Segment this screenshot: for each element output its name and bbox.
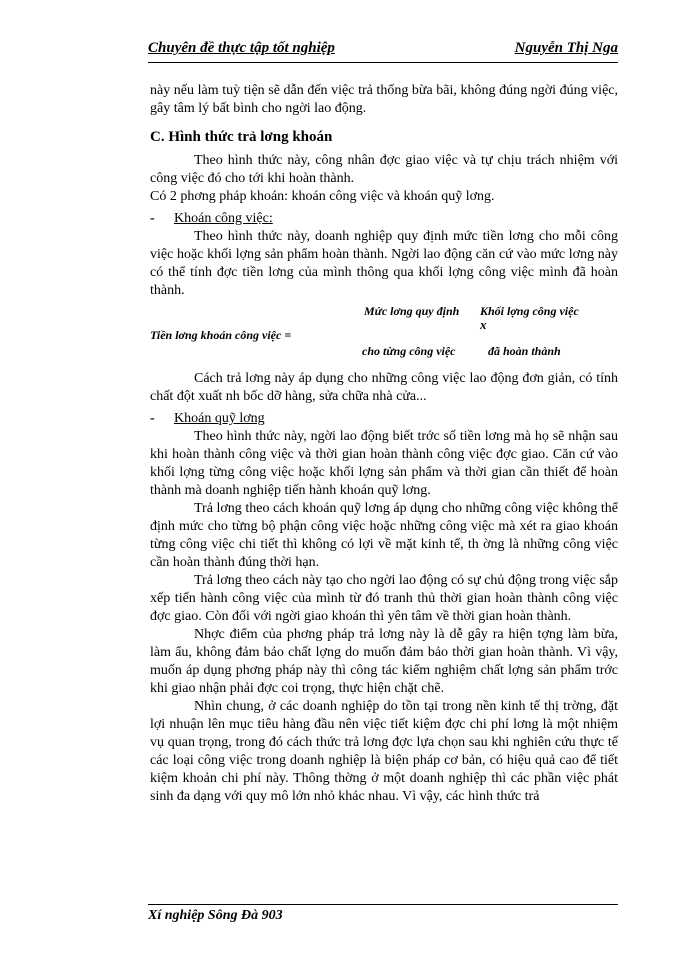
bullet-marker: - bbox=[150, 211, 155, 226]
paragraph-6: Trả lơng theo cách khoán quỹ lơng áp dụng cho những công việc không thể định mức cho từng bộ phận công việc hoặc những công việc mà xét ra giao khoán từng công việc chi tiết thì không có lợi về mặt kinh tế, th ờng là những công việc cần hoàn thành đúng thời hạn. bbox=[150, 501, 618, 570]
paragraph-3: Theo hình thức này, doanh nghiệp quy định mức tiền lơng cho mỗi công việc hoặc khối lợng sản phẩm hoàn thành. Ngời lao động căn cứ vào mức lơng này có thể tính đợc tiền lơng của mình thông qua khối lợng công việc mình đã hoàn thành. bbox=[150, 229, 618, 298]
intro-paragraph: này nếu làm tuỳ tiện sẽ dẫn đến việc trả thống bừa bãi, không đúng ngời đúng việc, gây tâm lý bất bình cho ngời lao động. bbox=[150, 83, 618, 116]
paragraph-2: Có 2 phơng pháp khoán: khoán công việc và khoán quỹ lơng. bbox=[150, 189, 495, 204]
paragraph-7: Trả lơng theo cách này tạo cho ngời lao động có sự chủ động trong việc sắp xếp tiến hành công việc của mình từ đó tranh thủ thời gian hoàn thành công việc đợc giao. Còn đối với ngời giao khoán thì yên tâm về thời gian hoàn thành. bbox=[150, 573, 618, 624]
bullet-khoan-cong-viec bbox=[150, 210, 618, 228]
formula-times: x bbox=[480, 317, 487, 332]
section-c-heading: C. Hình thức trả lơng khoán bbox=[150, 129, 333, 145]
bullet-marker: - bbox=[150, 411, 155, 426]
header-rule bbox=[148, 62, 618, 63]
footer-rule bbox=[148, 904, 618, 905]
paragraph-4: Cách trả lơng này áp dụng cho những công việc lao động đơn giản, có tính chất đột xuất nh bốc dỡ hàng, sửa chữa nhà cửa... bbox=[150, 371, 618, 404]
wage-formula bbox=[150, 302, 618, 362]
formula-den-a: cho từng công việc bbox=[362, 344, 456, 358]
bullet-label: Khoán quỹ lơng bbox=[174, 411, 265, 426]
formula-lhs: Tiền lơng khoán công việc = bbox=[150, 328, 292, 342]
formula-den-b: đã hoàn thành bbox=[488, 344, 561, 358]
page-footer: Xí nghiệp Sông Đà 903 bbox=[148, 908, 283, 923]
paragraph-1: Theo hình thức này, công nhân đợc giao việc và tự chịu trách nhiệm với công việc đó cho tới khi hoàn thành. bbox=[150, 153, 618, 186]
header-title: Chuyên đề thực tập tốt nghiệp bbox=[148, 40, 335, 56]
header-author: Nguyễn Thị Nga bbox=[514, 40, 618, 56]
document-body bbox=[150, 82, 618, 806]
page-header bbox=[148, 40, 618, 62]
formula-num-a: Mức lơng quy định bbox=[364, 304, 460, 318]
bullet-khoan-quy-luong bbox=[150, 410, 618, 428]
formula-num-b: Khối lợng công việc bbox=[480, 304, 579, 318]
paragraph-9: Nhìn chung, ở các doanh nghiệp do tồn tại trong nền kinh tế thị trờng, đặt lợi nhuận lên mục tiêu hàng đầu nên việc tiết kiệm đợc chi phí lơng là một nhiệm vụ quan trọng, trong đó cách thức trả lơng đợc lựa chọn sau khi nghiên cứu thực tế các loại công việc trong doanh nghiệp là biện pháp cơ bản, có hiệu quả cao để tiết kiệm khoản chi phí này. Thông thờng ở một doanh nghiệp thì các phần việc phát sinh đa dạng với quy mô lớn nhỏ khác nhau. Vì vậy, các hình thức trả bbox=[150, 699, 618, 804]
paragraph-5: Theo hình thức này, ngời lao động biết trớc số tiền lơng mà họ sẽ nhận sau khi hoàn thành công việc và thời gian hoàn thành công việc đợc giao. Căn cứ vào khối lợng từng công việc hoặc khối lợng sản phẩm và thời gian cần thiết để hoàn thành mà doanh nghiệp tiến hành khoán quỹ lơng. bbox=[150, 429, 618, 498]
bullet-label: Khoán công việc: bbox=[174, 211, 273, 226]
paragraph-8: Nhợc điểm của phơng pháp trả lơng này là dễ gây ra hiện tợng làm bừa, làm ẩu, không đảm bảo chất lợng do muốn đảm bảo thời gian hoàn thành. Vì vậy, muốn áp dụng phơng pháp này thì công tác kiểm nghiệm chất lợng sản phẩm trớc khi giao nhận phải đợc coi trọng, thực hiện chặt chẽ. bbox=[150, 627, 618, 696]
